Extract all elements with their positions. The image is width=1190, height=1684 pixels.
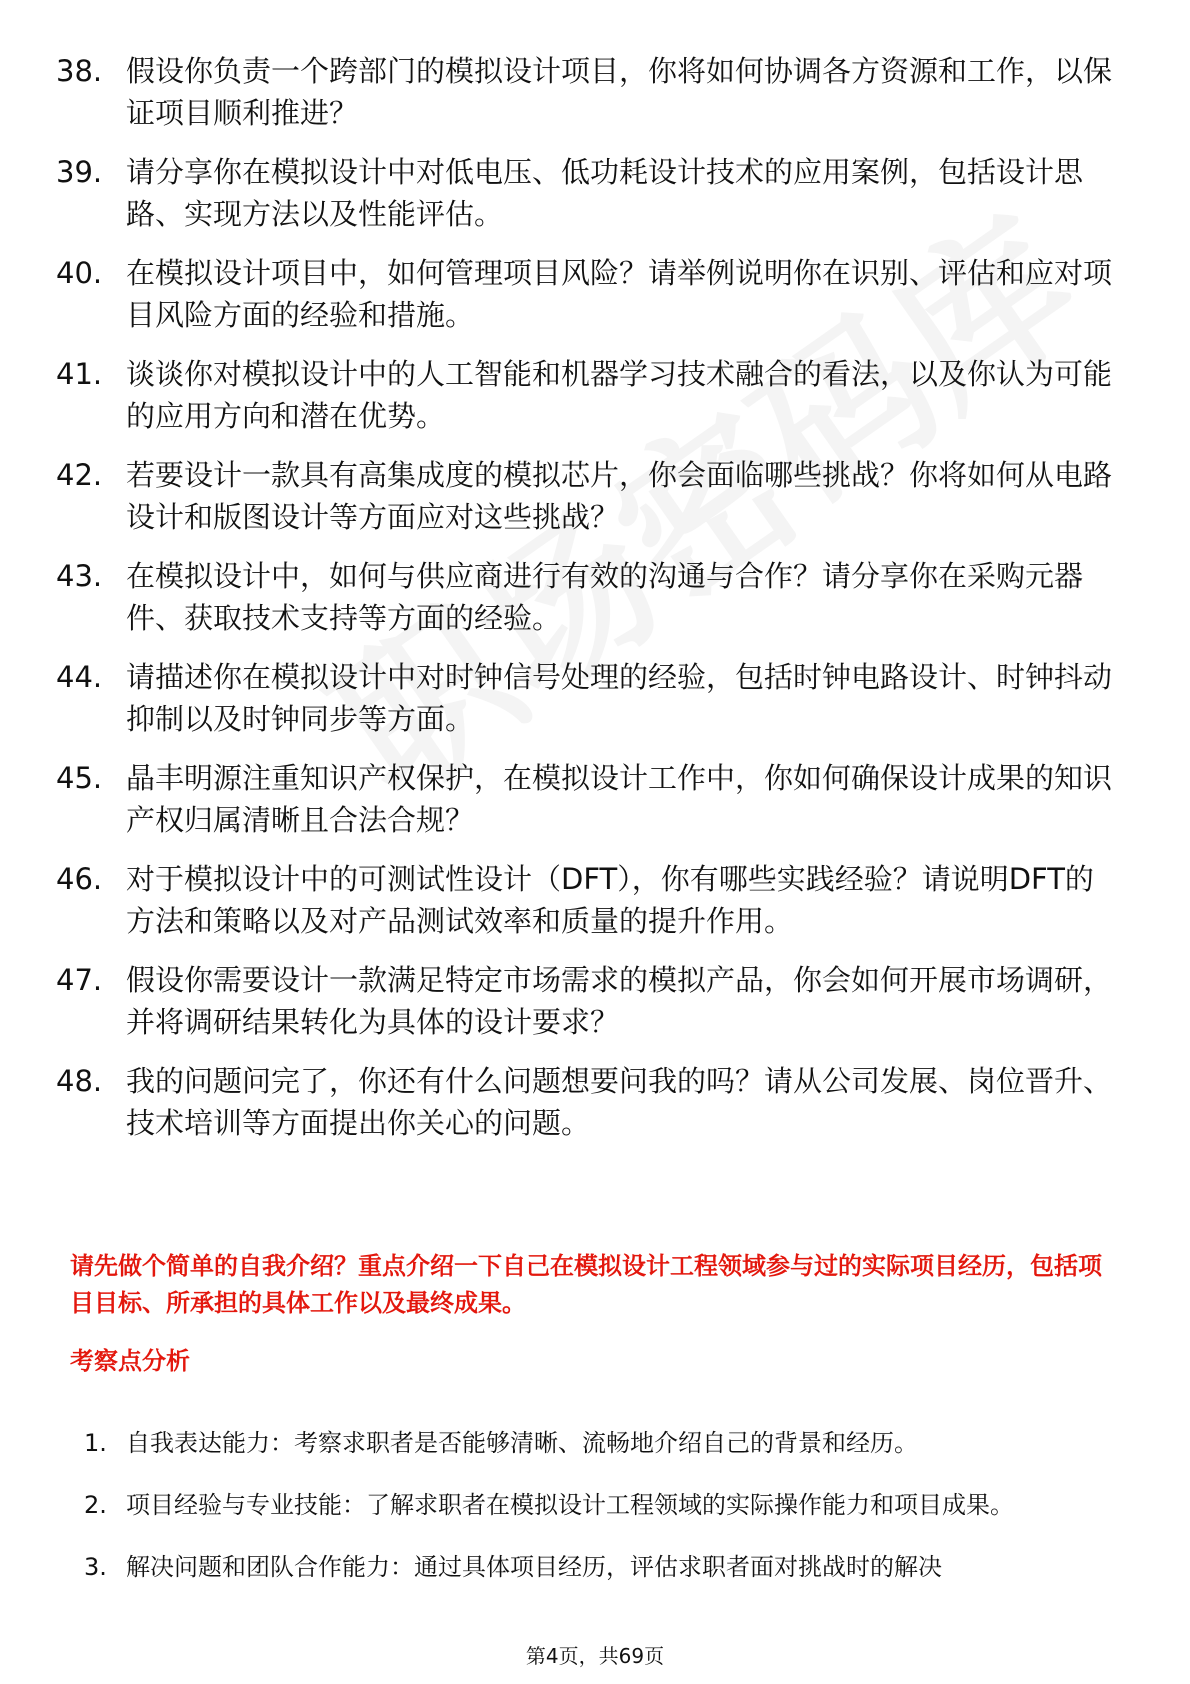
analysis-text: 项目经验与专业技能：了解求职者在模拟设计工程领域的实际操作能力和项目成果。	[126, 1491, 1014, 1519]
analysis-text: 自我表达能力：考察求职者是否能够清晰、流畅地介绍自己的背景和经历。	[126, 1429, 918, 1457]
question-item	[56, 353, 1116, 437]
question-number: 38.	[56, 54, 103, 88]
question-item	[56, 656, 1116, 740]
question-number: 42.	[56, 458, 103, 492]
page-footer: 第4页，共69页	[525, 1644, 665, 1668]
question-number: 41.	[56, 357, 103, 391]
question-text: 谈谈你对模拟设计中的人工智能和机器学习技术融合的看法，以及你认为可能的应用方向和潜在优势。	[126, 357, 1113, 433]
question-text: 请描述你在模拟设计中对时钟信号处理的经验，包括时钟电路设计、时钟抖动抑制以及时钟同步等方面。	[126, 660, 1113, 736]
question-list	[56, 50, 1116, 1161]
question-item	[56, 252, 1116, 336]
question-text: 在模拟设计项目中，如何管理项目风险？请举例说明你在识别、评估和应对项目风险方面的经验和措施。	[126, 256, 1113, 332]
question-text: 晶丰明源注重知识产权保护，在模拟设计工作中，你如何确保设计成果的知识产权归属清晰且合法合规？	[126, 761, 1113, 837]
analysis-title: 考察点分析	[70, 1347, 190, 1375]
highlight-question: 请先做个简单的自我介绍？重点介绍一下自己在模拟设计工程领域参与过的实际项目经历，包括项目目标、所承担的具体工作以及最终成果。	[70, 1252, 1102, 1317]
question-item	[56, 50, 1116, 134]
question-item	[56, 555, 1116, 639]
question-item	[56, 454, 1116, 538]
analysis-number: 1.	[84, 1429, 107, 1457]
analysis-list	[84, 1412, 1124, 1598]
question-number: 48.	[56, 1064, 103, 1098]
question-text: 在模拟设计中，如何与供应商进行有效的沟通与合作？请分享你在采购元器件、获取技术支持等方面的经验。	[126, 559, 1084, 635]
analysis-item	[84, 1412, 1124, 1474]
question-item	[56, 757, 1116, 841]
question-number: 45.	[56, 761, 103, 795]
analysis-item	[84, 1536, 1124, 1598]
question-text: 假设你负责一个跨部门的模拟设计项目，你将如何协调各方资源和工作，以保证项目顺利推进？	[126, 54, 1113, 130]
analysis-number: 2.	[84, 1491, 107, 1519]
analysis-number: 3.	[84, 1553, 107, 1581]
question-text: 我的问题问完了，你还有什么问题想要问我的吗？请从公司发展、岗位晋升、技术培训等方面提出你关心的问题。	[126, 1064, 1113, 1140]
question-text: 若要设计一款具有高集成度的模拟芯片，你会面临哪些挑战？你将如何从电路设计和版图设计等方面应对这些挑战？	[126, 458, 1113, 534]
question-number: 46.	[56, 862, 103, 896]
question-item	[56, 151, 1116, 235]
question-number: 44.	[56, 660, 103, 694]
question-number: 43.	[56, 559, 103, 593]
question-text: 请分享你在模拟设计中对低电压、低功耗设计技术的应用案例，包括设计思路、实现方法以及性能评估。	[126, 155, 1084, 231]
question-number: 39.	[56, 155, 103, 189]
analysis-text: 解决问题和团队合作能力：通过具体项目经历，评估求职者面对挑战时的解决	[126, 1553, 942, 1581]
analysis-item	[84, 1474, 1124, 1536]
question-item	[56, 959, 1116, 1043]
question-item	[56, 1060, 1116, 1144]
question-number: 40.	[56, 256, 103, 290]
question-text: 对于模拟设计中的可测试性设计（DFT），你有哪些实践经验？请说明DFT的方法和策略以及对产品测试效率和质量的提升作用。	[126, 862, 1094, 938]
question-item	[56, 858, 1116, 942]
question-text: 假设你需要设计一款满足特定市场需求的模拟产品，你会如何开展市场调研，并将调研结果转化为具体的设计要求？	[126, 963, 1113, 1039]
question-number: 47.	[56, 963, 103, 997]
